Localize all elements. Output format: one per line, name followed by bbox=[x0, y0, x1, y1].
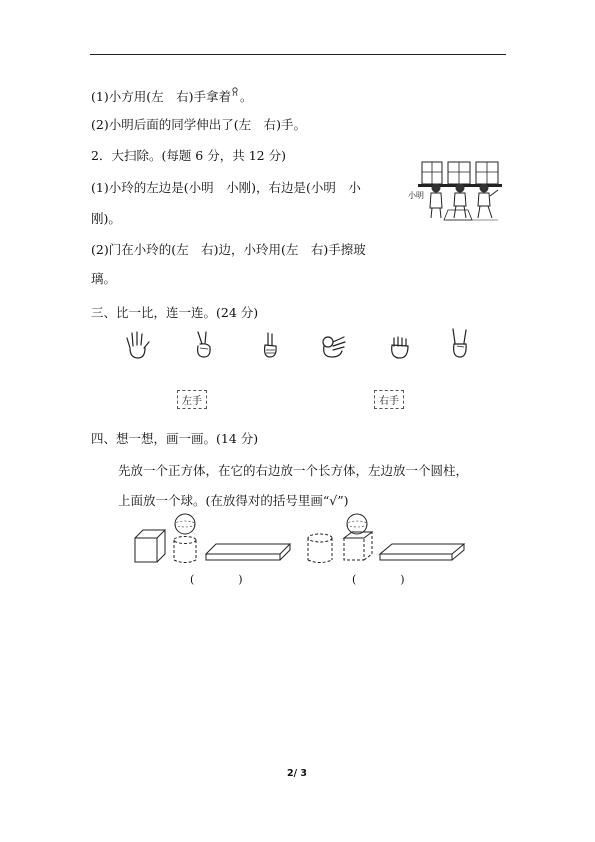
question-2-1-line-b: 刚)。 bbox=[91, 211, 121, 226]
question-2-2-line-a: (2)门在小玲的(左 右)边，小玲用(左 右)手擦玻 bbox=[91, 242, 366, 257]
question-1-1: (1)小方用(左 右)手拿着 。 bbox=[91, 89, 252, 105]
header-rule bbox=[90, 54, 506, 55]
open-hand-icon bbox=[124, 330, 152, 360]
question-2-heading: 2．大扫除。(每题 6 分，共 12 分) bbox=[91, 148, 286, 163]
ok-hand-icon bbox=[318, 333, 350, 361]
part-3-heading: 三、比一比，连一连。(24 分) bbox=[91, 305, 259, 320]
answer-paren-left[interactable]: ( ) bbox=[190, 573, 243, 586]
two-finger-hand-icon bbox=[256, 330, 284, 360]
question-1-2: (2)小明后面的同学伸出了(左 右)手。 bbox=[91, 117, 306, 132]
fist-hand-icon bbox=[386, 333, 414, 361]
part-4-heading: 四、想一想，画一画。(14 分) bbox=[91, 431, 259, 446]
picture-label: 小明 bbox=[408, 191, 424, 200]
rock-hand-icon bbox=[446, 326, 474, 360]
label-left-hand: 左手 bbox=[177, 390, 207, 409]
arrangement-left-illustration bbox=[130, 510, 290, 568]
small-ball-icon bbox=[231, 86, 240, 98]
label-right-hand: 右手 bbox=[374, 390, 404, 409]
page-number: 2/ 3 bbox=[287, 768, 307, 779]
question-2-1-line-a: (1)小玲的左边是(小明 小刚)，右边是(小明 小 bbox=[91, 180, 361, 195]
question-2-2-line-b: 璃。 bbox=[91, 271, 117, 286]
cleaning-scene-illustration bbox=[408, 160, 504, 226]
part-4-instruction-line-b: 上面放一个球。(在放得对的括号里画“√”) bbox=[118, 493, 349, 508]
peace-hand-icon bbox=[190, 330, 218, 360]
part-4-instruction-line-a: 先放一个正方体，在它的右边放一个长方体，左边放一个圆柱， bbox=[118, 463, 469, 478]
arrangement-right-illustration bbox=[302, 510, 466, 568]
answer-paren-right[interactable]: ( ) bbox=[352, 573, 405, 586]
